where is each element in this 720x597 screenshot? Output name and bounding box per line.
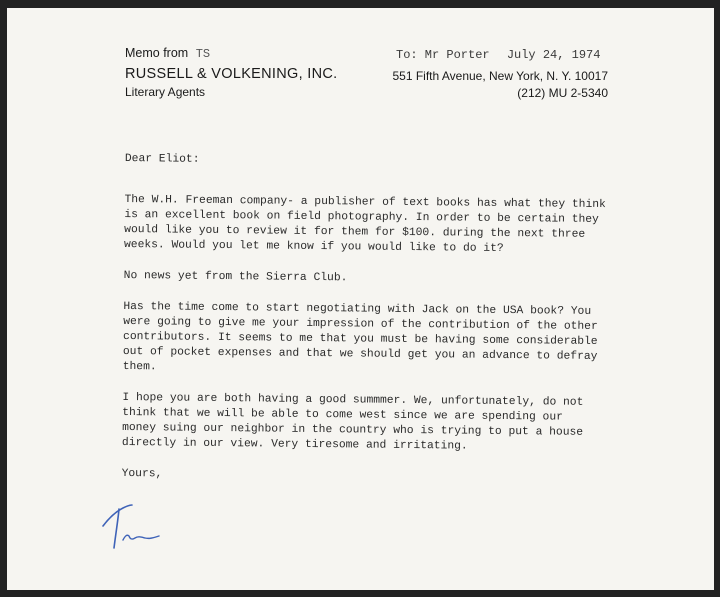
letter-date: July 24, 1974 [506, 48, 601, 62]
paragraph-freeman: The W.H. Freeman company- a publisher of text books has what they think is an excellent book on field photography. In order to be certain they would like you to review it for them for $100. during the next three weeks. Would you let me know if you would like to do it? [123, 193, 606, 255]
firm-address-block [393, 68, 609, 102]
closing: Yours, [121, 467, 163, 481]
firm-address: 551 Fifth Avenue, New York, N. Y. 10017 [392, 69, 608, 83]
recipient-date-line [396, 48, 610, 62]
recipient: To: Mr Porter [396, 48, 490, 62]
letter-body [122, 152, 625, 487]
firm-name: RUSSELL & VOLKENING, INC. [125, 66, 338, 82]
paragraph-usa-book: Has the time come to start negotiating with Jack on the USA book? You were going to give me your impression of the contribution of the other contributors. It seems to me that you must be having some considerable out of pocket expenses and that we should get you an advance to defray them. [122, 300, 598, 374]
memo-from-line [125, 46, 210, 61]
handwritten-signature-icon [99, 496, 179, 556]
paragraph-summer: I hope you are both having a good summmer. We, unfortunately, do not think that we will be able to come west since we are spending our money suing our neighbor in the country who is trying to put a house directly in our view. Very tiresome and irritating. [121, 391, 584, 453]
firm-phone: (212) MU 2-5340 [517, 86, 608, 100]
letter-page [7, 8, 714, 590]
salutation: Dear Eliot: [124, 152, 200, 166]
firm-role: Literary Agents [125, 85, 206, 99]
paragraph-sierra-club: No news yet from the Sierra Club. [123, 269, 348, 285]
memo-from-label: Memo from [125, 46, 189, 60]
memo-initials: TS [195, 47, 211, 61]
